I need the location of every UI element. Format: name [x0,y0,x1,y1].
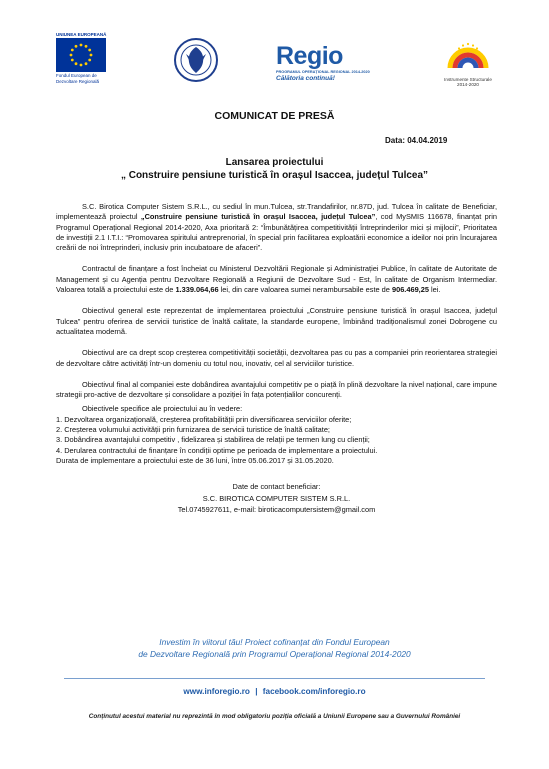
paragraph-2-text-b: lei, din care valoarea sumei nerambursabile este de [218,285,392,295]
paragraph-contract [56,264,497,295]
paragraph-2-text-c: lei. [428,285,441,295]
header-logos [0,18,549,87]
launch-title-line-1: Lansarea proiectului [225,157,324,168]
eu-stars-icon [56,38,106,72]
instrumente-structurale-icon [446,40,490,72]
contact-heading: Date de contact beneficiar: [232,482,321,492]
contact-details: Tel.0745927611, e-mail: biroticacomputersistem@gmail.com [177,505,376,515]
paragraph-final-objective: Obiectivul final al companiei este dobândirea avantajului competitiv pe o piață în plină dezvoltare la nivel național, care impune strategii pro-active de dezvoltare și consolidare a poziției în fața potențialilor concurenți. [56,379,497,400]
paragraph-objective-scope: Obiectivul are ca drept scop creșterea competitivității societății, dezvoltarea pas cu pas a companiei prin reorientarea strategiei de dezvoltare către activități într-un domeniu cu totul nou, inovativ, cel al serviciilor turistice. [56,348,497,368]
paragraph-general-objective: Obiectivul general este reprezentat de implementarea proiectului „Construire pensiune turistică în orașul Isaccea, județul Tulcea” pentru oferirea de servicii turistice de înaltă calitate, la standarde europene, îmbinând tradiționalismul zonei Dobrogene cu actualitatea modernă. [56,306,497,336]
press-release-title: COMUNICAT DE PRESĂ [214,110,335,122]
total-value: 1.339.064,66 [175,285,219,295]
footer-links-separator: | [255,687,258,696]
project-name-bold: „Construire pensiune turistică în orașul Isaccea, județul Tulcea” [140,212,376,222]
instrumente-structurale-logo [438,40,498,90]
launch-title-line-2: „ Construire pensiune turistică în orașul Isaccea, județul Tulcea” [120,170,429,181]
government-seal-logo [174,38,218,82]
regio-logo-word: Regio [276,42,343,70]
cofinancing-line-1: Investim în viitorul tău! Proiect cofinanțat din Fondul European [159,637,390,647]
specific-objectives-list [56,415,497,456]
eu-logo-bottom-label-1: Fondul European de [56,73,97,78]
government-seal-icon [174,38,218,82]
paragraph-2-text-a: Contractul de finanțare a fost încheiat cu Ministerul Dezvoltării Regionale și Administrației Publice, în calitate de Autoritate de Management și cu Agenția pentru Dezvoltare Regională a Regiunii de Dezvoltare Sud - Est, în calitate de Organism Intermediar. Valoarea totală a proiectului este de [56,264,497,295]
press-release-date: Data: 04.04.2019 [385,136,448,145]
inforegio-site-link[interactable]: www.inforegio.ro [183,687,250,696]
list-item: 3. Dobândirea avantajului competitiv , fidelizarea și stabilirea de relații pe termen lung cu clienții; [56,435,370,445]
contact-company: S.C. BIROTICA COMPUTER SISTEM S.R.L. [202,493,351,503]
instrumente-label-1: Instrumente Structurale [444,77,492,82]
launch-title [0,156,549,182]
press-release-body [56,202,497,516]
paragraph-1-text-a: S.C. Birotica Computer Sistem S.R.L., cu sediul în mun.Tulcea, str.Trandafirilor, nr.87D, jud. Tulcea în calitate de Beneficiar, implementează proiectul [56,202,497,222]
beneficiary-contact [56,481,497,516]
cofinancing-statement [0,636,549,660]
regio-logo [276,44,386,88]
eu-flag-icon [56,38,106,72]
footer-disclaimer: Conținutul acestui material nu reprezintă în mod obligatoriu poziția oficială a Uniunii Europene sau a Guvernului României [88,713,461,720]
regio-logo-subtitle: PROGRAMUL OPERAȚIONAL REGIONAL 2014-2020 [276,70,370,74]
eu-logo [56,32,106,84]
list-item: 4. Derularea contractului de finanțare în condiții optime pe perioada de implementare a proiectului. [56,445,378,455]
instrumente-label-2: 2014-2020 [457,82,479,87]
eu-logo-top-label: UNIUNEA EUROPEANĂ [56,32,107,37]
list-item: 1. Dezvoltarea organizațională, creșterea profitabilității prin diversificarea serviciilor oferite; [56,414,352,424]
paragraph-1-text-b: , cod MySMIS 116678, finanțat prin Programul Operațional Regional 2014-2020, Axa prioritară 2: “Îmbunătățirea competitivității întreprinderilor mici și mijlocii”, Prioritatea de investiții 2.1 I.T.I.: “Promovarea spiritului antreprenorial, în special prin facilitarea exploatării economice a ideilor noi prin încurajarea creării de noi întreprinderi, inclusiv prin incubatoare de afaceri”. [56,212,497,253]
non-refundable-value: 906.469,25 [391,285,429,295]
regio-logo-slogan: Călătoria continuă! [276,75,335,82]
paragraph-specific-objectives-intro: Obiectivele specifice ale proiectului au în vedere: [82,404,243,414]
list-item: 2. Creșterea volumului activității prin furnizarea de servicii turistice de înaltă calitate; [56,425,330,435]
paragraph-beneficiary [56,202,497,253]
facebook-link[interactable]: facebook.com/inforegio.ro [262,687,366,696]
eu-logo-bottom-label-2: Dezvoltare Regională [56,79,100,84]
implementation-duration: Durata de implementare a proiectului este de 36 luni, între 05.06.2017 și 31.05.2020. [56,455,334,465]
footer-divider [64,678,485,679]
footer-links [0,687,549,696]
cofinancing-line-2: de Dezvoltare Regională prin Programul Operațional Regional 2014-2020 [138,649,411,659]
